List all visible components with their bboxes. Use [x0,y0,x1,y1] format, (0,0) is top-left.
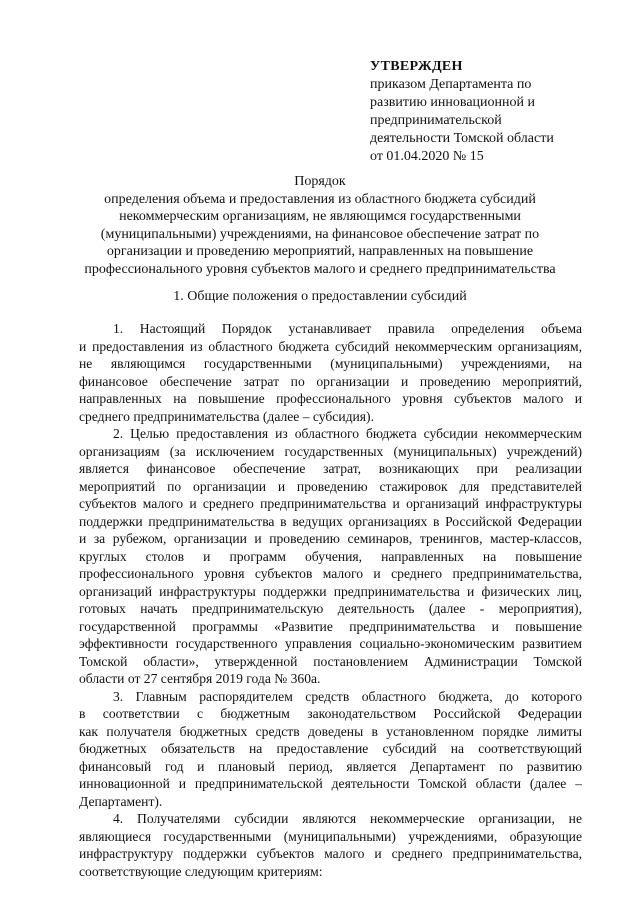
paragraph [79,688,582,811]
approval-line: приказом Департамента по [370,77,532,92]
paragraph-line: 4. Получателями субсидии являются некоммерческие организации, не [113,811,582,826]
paragraph-line: направленных на повышение профессионального уровня субъектов малого и [79,391,582,406]
paragraph-line: как получателя бюджетных средств доведены в установленном порядке лимиты [79,723,582,739]
paragraph-line: эффективности государственного управления социально-экономическим развитием [79,636,582,651]
paragraph-line: субъектов малого и среднего предпринимательства и организаций инфраструктуры [79,496,582,511]
title-line: организации и проведению мероприятий, направленных на повышение [106,244,534,259]
paragraph-line: профессионального уровня субъектов малого и среднего предпринимательства, [79,566,582,581]
paragraph-line: финансовый год и плановый период, является Департамент по развитию [79,758,582,774]
paragraph-line: готовых начать предпринимательскую деятельность (далее - мероприятия), [79,601,582,616]
paragraph-line: и за рубежом, организации и проведению семинаров, тренингов, мастер-классов, [79,531,582,546]
approval-heading: УТВЕРЖДЕН [370,59,463,74]
paragraph [79,810,582,880]
paragraph-line: 2. Целью предоставления из областного бюджета субсидии некоммерческим [113,426,582,441]
paragraph-line: области от 27 сентября 2019 года № 360а. [79,671,321,686]
paragraph-line: является финансовое обеспечение затрат, возникающих при реализации [79,461,582,476]
paragraph-line: инновационной и предпринимательской деятельности Томской области (далее – [79,776,582,791]
title-line: определения объема и предоставления из областного бюджета субсидий [104,191,536,207]
approval-line: развитию инновационной и [370,95,535,110]
paragraph-line: среднего предпринимательства (далее – субсидия). [79,408,374,424]
paragraph-line: организациям (за исключением государственных (муниципальных) учреждений) [79,443,582,459]
title-line: профессионального уровня субъектов малого и среднего предпринимательства [84,261,556,277]
paragraph-line: не являющимся государственными (муниципальными) учреждениями, на [79,356,582,371]
paragraph-line: поддержки предпринимательства в ведущих организациях в Российской Федерации [79,513,582,529]
paragraph-line: 1. Настоящий Порядок устанавливает правила определения объема [113,321,582,336]
paragraph-line: бюджетных обязательств на предоставление субсидий на соответствующий [79,741,582,756]
paragraph-line: соответствующие следующим критериям: [79,863,323,879]
title-heading: Порядок [294,174,346,189]
paragraph-line: круглых столов и программ обучения, направленных на повышение [79,548,582,564]
section-heading: 1. Общие положения о предоставлении субсидий [173,289,467,304]
paragraph-line: финансовое обеспечение затрат по организации и проведению мероприятий, [79,373,582,389]
approval-stamp [370,58,620,166]
paragraph-line: государственной программы «Развитие предпринимательства и повышение [79,618,582,634]
document-title [60,173,580,278]
paragraph-line: Томской области», утвержденной постановлением Администрации Томской [79,653,582,669]
paragraph-line: 3. Главным распорядителем средств областного бюджета, до которого [113,688,582,704]
paragraph-line: являющиеся государственными (муниципальными) учреждениями, образующие [79,828,582,844]
paragraph [79,320,582,425]
approval-line: деятельности Томской области [370,131,554,146]
paragraph [79,425,582,688]
title-line: некоммерческим организациям, не являющимся государственными [119,209,521,224]
paragraph-line: Департамент). [79,793,163,809]
paragraph-line: и предоставления из областного бюджета субсидий некоммерческим организациям, [79,338,582,354]
paragraph-line: мероприятий по организации и проведению стажировок для представителей [79,478,582,494]
title-line: (муниципальными) учреждениями, на финансовое обеспечение затрат по [100,226,540,242]
paragraph-line: организаций инфраструктуры поддержки предпринимательства и физических лиц, [79,583,582,599]
approval-line: предпринимательской [370,113,502,128]
document-body [79,320,582,880]
paragraph-line: инфраструктуру поддержки субъектов малого и среднего предпринимательства, [79,846,582,861]
paragraph-line: в соответствии с бюджетным законодательством Российской Федерации [79,706,582,721]
approval-line: от 01.04.2020 № 15 [370,149,484,164]
